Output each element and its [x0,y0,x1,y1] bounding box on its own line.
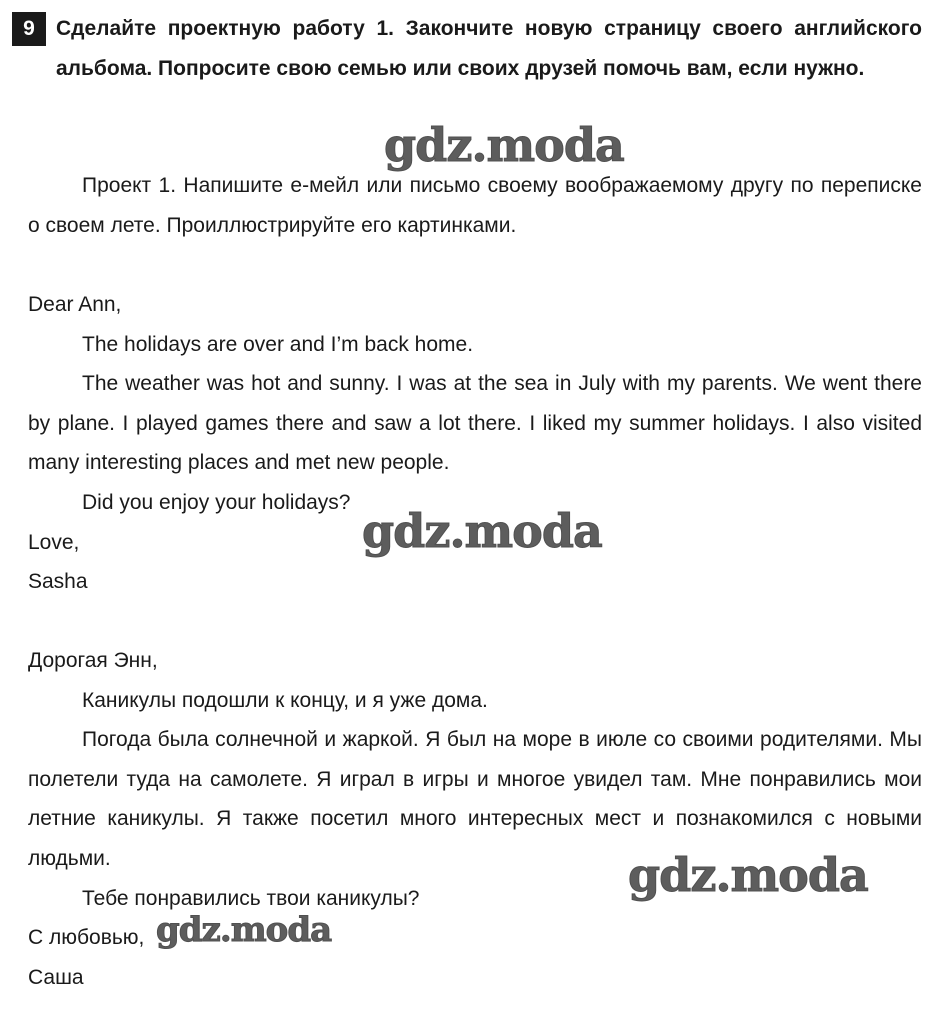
letter-ru-paragraph-2: Погода была солнечной и жаркой. Я был на море в июле со своими родителями. Мы полетели туда на самолете. Я играл в игры и многое увидел там. Мне понравились мои летние каникулы. Я также посетил много интересных мест и познакомился с новыми людьми. [28,728,922,870]
letter-en-paragraph-1: The holidays are over and I’m back home. [82,332,474,356]
project-text: Проект 1. Напишите е-мейл или письмо своему воображаемому другу по переписке о своем лете. Проиллюстрируйте его картинками. [28,174,922,237]
watermark-logo: gdz.moda [156,910,332,950]
letter-ru-greeting: Дорогая Энн, [28,649,158,672]
watermark-logo: gdz.moda [628,848,868,902]
watermark-logo: gdz.moda [362,504,602,558]
letter-ru-paragraph-3: Тебе понравились твои каникулы? [82,886,420,910]
letter-en-greeting: Dear Ann, [28,293,122,316]
letter-en-signature: Sasha [28,570,88,594]
task-number-badge: 9 [12,12,46,46]
project-description [28,166,922,245]
task-instruction: Сделайте проектную работу 1. Закончите новую страницу своего английского альбома. Попросите свою семью или своих друзей помочь вам, если нужно. [56,17,922,80]
letter-ru-paragraph-1: Каникулы подошли к концу, и я уже дома. [82,688,488,712]
watermark-logo: gdz.moda [384,118,624,172]
letter-ru-signature: Саша [28,965,84,989]
letter-ru-closing: С любовью, [28,926,145,950]
letter-en-paragraph-3: Did you enjoy your holidays? [82,490,351,514]
letter-en-closing: Love, [28,530,80,554]
letter-en-paragraph-2: The weather was hot and sunny. I was at the sea in July with my parents. We went there by plane. I played games there and saw a lot there. I liked my summer holidays. I also visited many interesting places and met new people. [28,372,922,475]
